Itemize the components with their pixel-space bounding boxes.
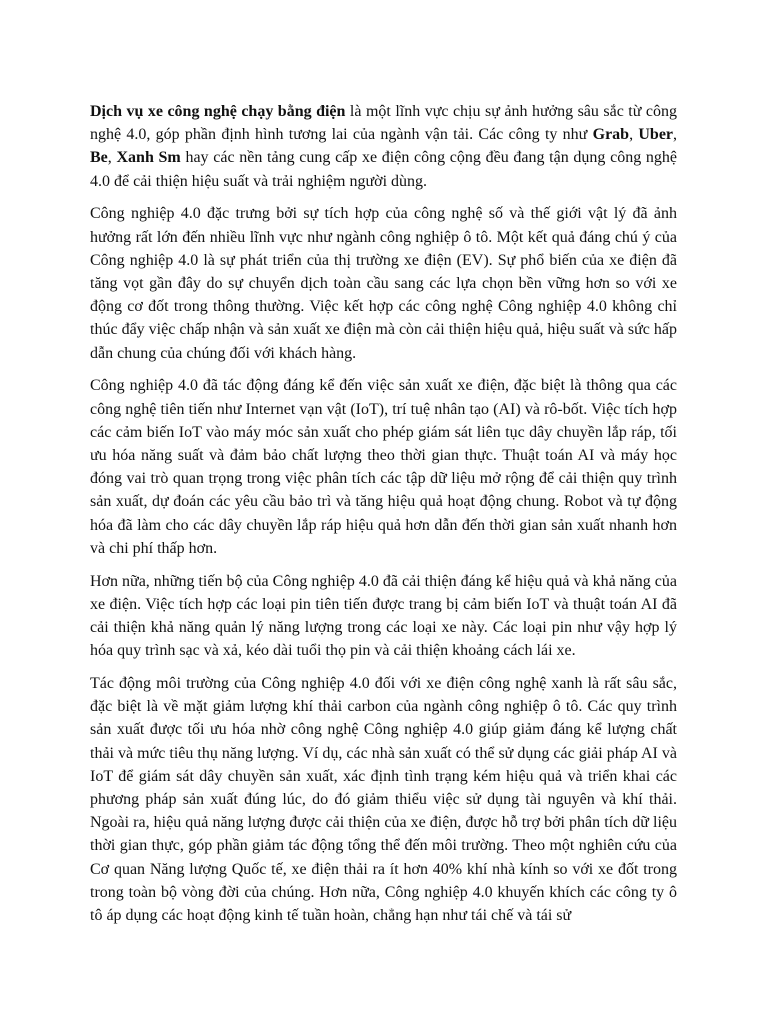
text-run: ,	[673, 126, 678, 144]
text-run: ,	[629, 126, 639, 144]
body-paragraph	[90, 374, 677, 560]
body-paragraph	[90, 672, 677, 927]
company-name: Be	[90, 149, 108, 167]
bold-phrase: Dịch vụ xe công nghệ chạy bằng điện	[90, 103, 346, 120]
text-run: là một lĩnh vực chịu sự ảnh hưởng sâu sắc từ công nghệ 4.0, góp phần định hình tương lai của ngành vận tải. Các công ty như	[90, 103, 677, 144]
text-run: Công nghiệp 4.0 đã tác động đáng kể đến việc sản xuất xe điện, đặc biệt là thông qua các công nghệ tiên tiến như Internet vạn vật (IoT), trí tuệ nhân tạo (AI) và rô-bốt. Việc tích hợp các cảm biến IoT vào máy móc sản xuất cho phép giám sát liên tục dây chuyền lắp ráp, tối ưu hóa năng suất và đảm bảo chất lượng theo thời gian thực. Thuật toán AI và máy học đóng vai trò quan trọng trong việc phân tích các tập dữ liệu mở rộng để cải thiện quy trình sản xuất, dự đoán các yêu cầu bảo trì và tăng hiệu quả hoạt động chung. Robot và tự động hóa đã làm cho các dây chuyền lắp ráp hiệu quả hơn dẫn đến thời gian sản xuất nhanh hơn và chi phí thấp hơn.	[90, 377, 677, 557]
body-paragraph	[90, 570, 677, 663]
text-run: hay các nền tảng cung cấp xe điện công cộng đều đang tận dụng công nghệ 4.0 để cải thiện hiệu suất và trải nghiệm người dùng.	[90, 149, 678, 190]
company-name: Grab	[592, 126, 630, 144]
document-page	[90, 100, 677, 937]
text-run: Hơn nữa, những tiến bộ của Công nghiệp 4.0 đã cải thiện đáng kể hiệu quả và khả năng của xe điện. Việc tích hợp các loại pin tiên tiến được trang bị cảm biến IoT và thuật toán AI đã cải thiện khả năng quản lý năng lượng trong các loại xe này. Các loại pin như vậy hợp lý hóa quy trình sạc và xả, kéo dài tuổi thọ pin và cải thiện khoảng cách lái xe.	[90, 572, 677, 660]
body-paragraph	[90, 202, 677, 364]
text-run: ,	[107, 149, 117, 167]
company-name: Uber	[638, 126, 674, 144]
company-name: Xanh Sm	[116, 149, 181, 167]
text-run: Công nghiệp 4.0 đặc trưng bởi sự tích hợp của công nghệ số và thế giới vật lý đã ảnh hưởng rất lớn đến nhiều lĩnh vực như ngành công nghiệp ô tô. Một kết quả đáng chú ý của Công nghiệp 4.0 là sự phát triển của thị trường xe điện (EV). Sự phổ biến của xe điện đã tăng vọt gần đây do sự chuyển dịch toàn cầu sang các lựa chọn bền vững hơn so với xe động cơ đốt trong thông thường. Việc kết hợp các công nghệ Công nghiệp 4.0 không chỉ thúc đẩy việc chấp nhận và sản xuất xe điện mà còn cải thiện hiệu quả, hiệu suất và sức hấp dẫn chung của chúng đối với khách hàng.	[90, 205, 677, 362]
text-run: Tác động môi trường của Công nghiệp 4.0 đối với xe điện công nghệ xanh là rất sâu sắc, đặc biệt là về mặt giảm lượng khí thải carbon của ngành công nghiệp ô tô. Các quy trình sản xuất được tối ưu hóa nhờ công nghệ Công nghiệp 4.0 giúp giảm đáng kể lượng chất thải và mức tiêu thụ năng lượng. Ví dụ, các nhà sản xuất có thể sử dụng các giải pháp AI và IoT để giám sát dây chuyền sản xuất, xác định tình trạng kém hiệu quả và triển khai các phương pháp sản xuất đúng lúc, do đó giảm thiểu việc sử dụng tài nguyên và khí thải. Ngoài ra, hiệu quả năng lượng được cải thiện của xe điện, được hỗ trợ bởi phân tích dữ liệu thời gian thực, góp phần giảm tác động tổng thể đến môi trường. Theo một nghiên cứu của Cơ quan Năng lượng Quốc tế, xe điện thải ra ít hơn 40% khí nhà kính so với xe đốt trong trong toàn bộ vòng đời của chúng. Hơn nữa, Công nghiệp 4.0 khuyến khích các công ty ô tô áp dụng các hoạt động kinh tế tuần hoàn, chẳng hạn như tái chế và tái sử	[90, 675, 677, 925]
intro-paragraph	[90, 100, 677, 193]
